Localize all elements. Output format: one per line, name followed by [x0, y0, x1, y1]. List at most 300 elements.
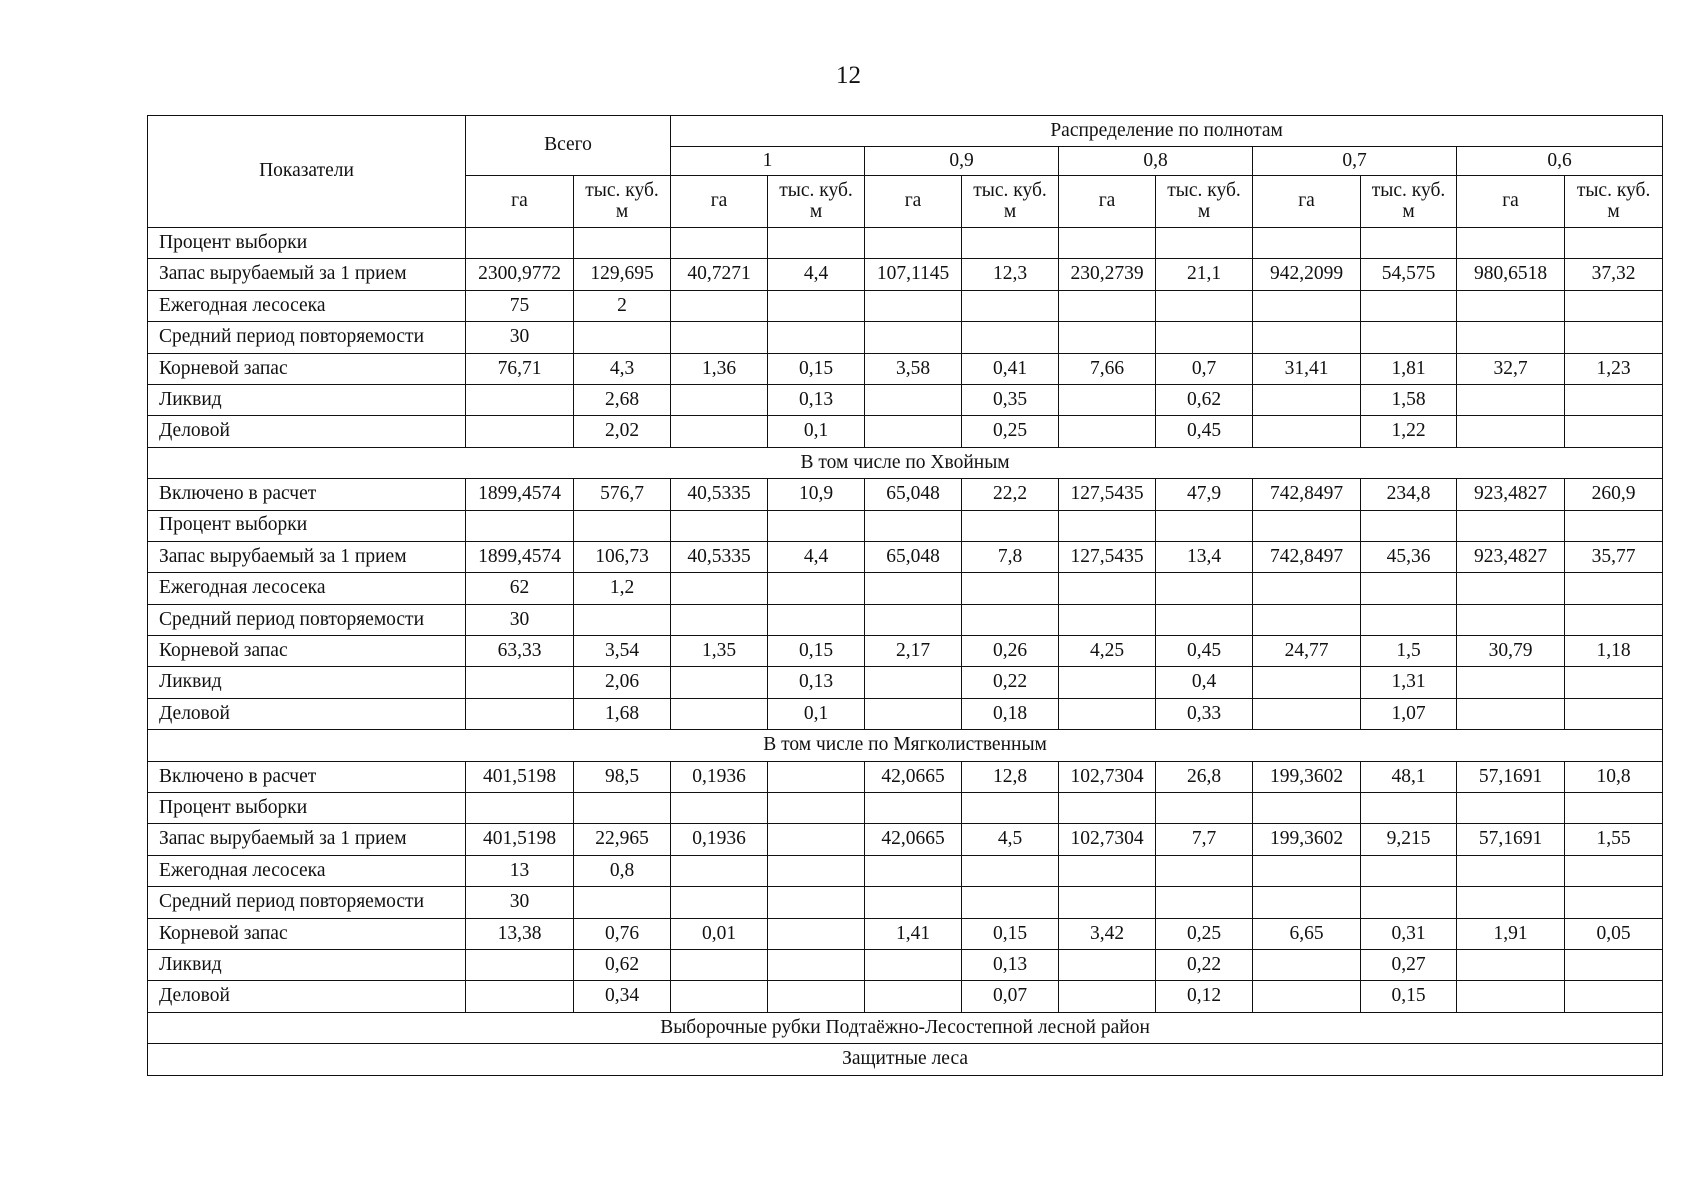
table-row — [148, 259, 1663, 290]
table-cell: 0,1 — [768, 416, 865, 447]
row-label: Запас вырубаемый за 1 прием — [148, 259, 466, 290]
table-cell: 260,9 — [1565, 479, 1663, 510]
header-indicator: Показатели — [148, 116, 466, 228]
table-cell — [574, 228, 671, 259]
table-cell: 0,45 — [1156, 636, 1253, 667]
table-cell — [962, 510, 1059, 541]
header-density: 0,9 — [865, 147, 1059, 176]
unit-volume: тыс. куб. м — [1156, 176, 1253, 228]
table-row — [148, 228, 1663, 259]
section-title: В том числе по Мягколиственным — [148, 730, 1663, 761]
table-cell: 401,5198 — [466, 761, 574, 792]
table-cell: 13,4 — [1156, 541, 1253, 572]
table-cell: 3,42 — [1059, 918, 1156, 949]
table-row — [148, 290, 1663, 321]
table-cell: 62 — [466, 573, 574, 604]
table-cell: 199,3602 — [1253, 824, 1361, 855]
table-cell — [962, 322, 1059, 353]
table-cell: 0,62 — [574, 949, 671, 980]
table-cell — [671, 416, 768, 447]
table-cell: 1,36 — [671, 353, 768, 384]
unit-ha: га — [671, 176, 768, 228]
row-label: Ежегодная лесосека — [148, 290, 466, 321]
table-cell: 2,06 — [574, 667, 671, 698]
table-cell: 2 — [574, 290, 671, 321]
table-cell: 13 — [466, 855, 574, 886]
table-cell — [466, 667, 574, 698]
table-cell: 76,71 — [466, 353, 574, 384]
table-cell — [671, 510, 768, 541]
unit-volume: тыс. куб. м — [1361, 176, 1457, 228]
table-cell: 0,13 — [962, 949, 1059, 980]
table-cell — [1253, 887, 1361, 918]
table-cell: 31,41 — [1253, 353, 1361, 384]
table-cell: 0,05 — [1565, 918, 1663, 949]
unit-volume: тыс. куб. м — [962, 176, 1059, 228]
table-cell: 106,73 — [574, 541, 671, 572]
table-cell — [1156, 793, 1253, 824]
table-cell — [671, 384, 768, 415]
table-cell: 1,41 — [865, 918, 962, 949]
table-cell: 0,4 — [1156, 667, 1253, 698]
table-cell — [574, 793, 671, 824]
row-label: Ликвид — [148, 667, 466, 698]
table-cell — [768, 855, 865, 886]
table-cell: 2,17 — [865, 636, 962, 667]
table-cell: 923,4827 — [1457, 541, 1565, 572]
table-cell — [962, 887, 1059, 918]
table-cell — [1457, 322, 1565, 353]
table-body — [148, 228, 1663, 1076]
table-cell: 3,54 — [574, 636, 671, 667]
table-cell — [1457, 667, 1565, 698]
table-cell — [1565, 384, 1663, 415]
table-cell — [962, 793, 1059, 824]
table-cell — [768, 604, 865, 635]
table-cell — [466, 228, 574, 259]
table-cell: 7,66 — [1059, 353, 1156, 384]
table-cell — [671, 793, 768, 824]
table-cell — [1565, 698, 1663, 729]
table-cell — [865, 416, 962, 447]
table-cell: 0,35 — [962, 384, 1059, 415]
table-cell — [1059, 228, 1156, 259]
table-cell — [671, 573, 768, 604]
table-cell: 30,79 — [1457, 636, 1565, 667]
table-cell: 4,25 — [1059, 636, 1156, 667]
table-cell — [1253, 384, 1361, 415]
table-cell: 742,8497 — [1253, 541, 1361, 572]
table-cell — [1059, 604, 1156, 635]
table-cell: 12,8 — [962, 761, 1059, 792]
table-cell: 0,76 — [574, 918, 671, 949]
row-label: Ликвид — [148, 949, 466, 980]
table-cell — [1156, 855, 1253, 886]
table-cell — [962, 573, 1059, 604]
table-cell — [768, 573, 865, 604]
table-cell: 6,65 — [1253, 918, 1361, 949]
table-cell — [1156, 510, 1253, 541]
table-cell: 102,7304 — [1059, 761, 1156, 792]
table-cell — [768, 761, 865, 792]
table-cell — [1457, 290, 1565, 321]
row-label: Процент выборки — [148, 228, 466, 259]
table-cell — [574, 604, 671, 635]
table-cell — [865, 228, 962, 259]
table-cell — [1565, 667, 1663, 698]
table-cell — [768, 228, 865, 259]
table-cell — [1156, 887, 1253, 918]
section-row — [148, 1044, 1663, 1075]
section-title: Защитные леса — [148, 1044, 1663, 1075]
table-cell: 129,695 — [574, 259, 671, 290]
table-cell: 54,575 — [1361, 259, 1457, 290]
table-cell — [768, 824, 865, 855]
header-density: 0,8 — [1059, 147, 1253, 176]
table-cell: 0,22 — [962, 667, 1059, 698]
header-total: Всего — [466, 116, 671, 176]
table-cell: 1,23 — [1565, 353, 1663, 384]
table-cell: 230,2739 — [1059, 259, 1156, 290]
table-cell: 0,1936 — [671, 761, 768, 792]
table-cell — [768, 981, 865, 1012]
unit-ha: га — [865, 176, 962, 228]
table-cell: 0,31 — [1361, 918, 1457, 949]
table-cell: 26,8 — [1156, 761, 1253, 792]
table-cell: 7,7 — [1156, 824, 1253, 855]
table-cell — [865, 510, 962, 541]
table-cell: 401,5198 — [466, 824, 574, 855]
table-cell: 0,18 — [962, 698, 1059, 729]
table-cell — [1361, 855, 1457, 886]
table-cell — [1253, 855, 1361, 886]
table-cell: 1,35 — [671, 636, 768, 667]
table-cell: 40,7271 — [671, 259, 768, 290]
table-cell: 980,6518 — [1457, 259, 1565, 290]
table-cell — [768, 949, 865, 980]
table-cell: 0,12 — [1156, 981, 1253, 1012]
table-cell — [865, 793, 962, 824]
table-cell — [671, 887, 768, 918]
table-cell — [466, 510, 574, 541]
table-cell: 0,1936 — [671, 824, 768, 855]
table-cell — [865, 573, 962, 604]
table-cell — [1457, 698, 1565, 729]
table-row — [148, 824, 1663, 855]
table-cell: 24,77 — [1253, 636, 1361, 667]
table-cell: 942,2099 — [1253, 259, 1361, 290]
table-row — [148, 761, 1663, 792]
table-cell: 22,2 — [962, 479, 1059, 510]
table-cell: 1,91 — [1457, 918, 1565, 949]
table-row — [148, 918, 1663, 949]
table-row — [148, 636, 1663, 667]
table-cell — [1059, 667, 1156, 698]
table-row — [148, 322, 1663, 353]
table-cell: 0,27 — [1361, 949, 1457, 980]
table-cell: 0,25 — [962, 416, 1059, 447]
table-cell — [671, 981, 768, 1012]
forest-indicators-table — [147, 115, 1663, 1076]
table-cell — [1059, 793, 1156, 824]
table-cell: 30 — [466, 322, 574, 353]
table-cell — [1565, 855, 1663, 886]
table-cell: 1,58 — [1361, 384, 1457, 415]
table-cell: 127,5435 — [1059, 479, 1156, 510]
table-cell — [1457, 228, 1565, 259]
table-cell: 9,215 — [1361, 824, 1457, 855]
table-cell: 37,32 — [1565, 259, 1663, 290]
table-cell: 13,38 — [466, 918, 574, 949]
unit-ha: га — [1253, 176, 1361, 228]
table-cell — [865, 667, 962, 698]
table-cell: 0,15 — [1361, 981, 1457, 1012]
table-row — [148, 887, 1663, 918]
table-cell: 7,8 — [962, 541, 1059, 572]
table-cell — [671, 698, 768, 729]
row-label: Корневой запас — [148, 636, 466, 667]
table-cell: 10,9 — [768, 479, 865, 510]
table-cell — [1361, 228, 1457, 259]
row-label: Средний период повторяемости — [148, 887, 466, 918]
table-cell: 1,31 — [1361, 667, 1457, 698]
table-cell — [768, 510, 865, 541]
table-row — [148, 416, 1663, 447]
table-row — [148, 353, 1663, 384]
table-cell — [671, 604, 768, 635]
table-cell — [865, 981, 962, 1012]
table-cell — [1361, 793, 1457, 824]
table-cell: 0,1 — [768, 698, 865, 729]
table-cell — [671, 949, 768, 980]
table-cell — [671, 322, 768, 353]
header-density: 0,7 — [1253, 147, 1457, 176]
table-cell: 30 — [466, 604, 574, 635]
table-row — [148, 604, 1663, 635]
table-cell — [1059, 510, 1156, 541]
table-cell: 1,55 — [1565, 824, 1663, 855]
table-cell — [1253, 981, 1361, 1012]
table-cell — [671, 855, 768, 886]
table-cell: 1899,4574 — [466, 541, 574, 572]
table-row — [148, 479, 1663, 510]
table-cell — [1565, 793, 1663, 824]
table-cell — [671, 667, 768, 698]
table-cell: 4,4 — [768, 259, 865, 290]
table-cell: 234,8 — [1361, 479, 1457, 510]
table-cell: 0,13 — [768, 667, 865, 698]
row-label: Включено в расчет — [148, 479, 466, 510]
table-cell — [1457, 573, 1565, 604]
table-cell — [962, 290, 1059, 321]
table-cell: 0,8 — [574, 855, 671, 886]
table-cell — [768, 887, 865, 918]
table-cell — [1059, 416, 1156, 447]
table-cell — [1156, 604, 1253, 635]
page-number: 12 — [836, 62, 861, 89]
table-cell: 1,5 — [1361, 636, 1457, 667]
table-cell — [1361, 573, 1457, 604]
table-cell: 1,07 — [1361, 698, 1457, 729]
table-cell — [1253, 949, 1361, 980]
table-cell — [1253, 604, 1361, 635]
table-cell: 0,34 — [574, 981, 671, 1012]
row-label: Корневой запас — [148, 918, 466, 949]
table-cell — [1253, 228, 1361, 259]
unit-volume: тыс. куб. м — [1565, 176, 1663, 228]
table-cell — [1253, 667, 1361, 698]
table-cell: 1,81 — [1361, 353, 1457, 384]
table-row — [148, 855, 1663, 886]
table-cell: 98,5 — [574, 761, 671, 792]
row-label: Ликвид — [148, 384, 466, 415]
row-label: Средний период повторяемости — [148, 322, 466, 353]
table-cell — [1253, 290, 1361, 321]
row-label: Деловой — [148, 416, 466, 447]
table-cell — [466, 384, 574, 415]
unit-ha: га — [1457, 176, 1565, 228]
table-cell — [1457, 510, 1565, 541]
table-cell: 47,9 — [1156, 479, 1253, 510]
header-distribution: Распределение по полнотам — [671, 116, 1663, 147]
table-cell — [865, 698, 962, 729]
table-cell: 57,1691 — [1457, 761, 1565, 792]
table-cell — [671, 290, 768, 321]
table-cell — [1059, 573, 1156, 604]
table-cell: 0,7 — [1156, 353, 1253, 384]
table-cell: 65,048 — [865, 479, 962, 510]
row-label: Запас вырубаемый за 1 прием — [148, 541, 466, 572]
table-row — [148, 573, 1663, 604]
table-cell — [1457, 855, 1565, 886]
table-cell — [574, 322, 671, 353]
table-cell: 3,58 — [865, 353, 962, 384]
table-cell: 42,0665 — [865, 824, 962, 855]
table-cell — [1059, 887, 1156, 918]
table-row — [148, 793, 1663, 824]
table-cell: 4,4 — [768, 541, 865, 572]
table-cell — [962, 855, 1059, 886]
table-cell — [1361, 887, 1457, 918]
table-cell — [962, 604, 1059, 635]
table-cell: 0,33 — [1156, 698, 1253, 729]
table-cell — [466, 698, 574, 729]
table-cell: 0,15 — [768, 636, 865, 667]
table-cell — [1565, 510, 1663, 541]
table-cell: 1,68 — [574, 698, 671, 729]
table-cell: 0,25 — [1156, 918, 1253, 949]
table-cell — [1253, 510, 1361, 541]
table-cell: 0,15 — [962, 918, 1059, 949]
table-cell: 2,02 — [574, 416, 671, 447]
table-cell: 12,3 — [962, 259, 1059, 290]
table-cell: 57,1691 — [1457, 824, 1565, 855]
table-cell — [1565, 887, 1663, 918]
table-cell: 42,0665 — [865, 761, 962, 792]
table-cell — [1059, 384, 1156, 415]
table-cell — [1565, 416, 1663, 447]
row-label: Процент выборки — [148, 510, 466, 541]
table-cell — [1059, 322, 1156, 353]
table-cell: 30 — [466, 887, 574, 918]
table-cell: 923,4827 — [1457, 479, 1565, 510]
table-cell — [466, 981, 574, 1012]
table-cell — [1457, 416, 1565, 447]
table-cell: 48,1 — [1361, 761, 1457, 792]
table-cell — [1457, 604, 1565, 635]
table-cell: 21,1 — [1156, 259, 1253, 290]
table-cell — [865, 290, 962, 321]
row-label: Деловой — [148, 981, 466, 1012]
table-cell — [1156, 322, 1253, 353]
table-cell: 742,8497 — [1253, 479, 1361, 510]
header-density: 1 — [671, 147, 865, 176]
table-cell: 63,33 — [466, 636, 574, 667]
table-cell — [1253, 416, 1361, 447]
table-cell — [1457, 384, 1565, 415]
row-label: Корневой запас — [148, 353, 466, 384]
section-title: Выборочные рубки Подтаёжно-Лесостепной лесной район — [148, 1012, 1663, 1043]
table-cell: 0,22 — [1156, 949, 1253, 980]
table-cell: 2300,9772 — [466, 259, 574, 290]
table-cell — [1361, 604, 1457, 635]
unit-volume: тыс. куб. м — [768, 176, 865, 228]
row-label: Ежегодная лесосека — [148, 855, 466, 886]
table-cell — [1457, 949, 1565, 980]
table-cell: 22,965 — [574, 824, 671, 855]
table-cell — [865, 384, 962, 415]
table-row — [148, 949, 1663, 980]
table-cell — [865, 322, 962, 353]
table-row — [148, 981, 1663, 1012]
table-cell — [865, 604, 962, 635]
header-density: 0,6 — [1457, 147, 1663, 176]
table-row — [148, 541, 1663, 572]
table-cell — [768, 322, 865, 353]
table-cell: 1899,4574 — [466, 479, 574, 510]
table-row — [148, 510, 1663, 541]
table-cell: 4,5 — [962, 824, 1059, 855]
unit-ha: га — [466, 176, 574, 228]
table-cell — [1565, 322, 1663, 353]
table-cell — [466, 949, 574, 980]
table-cell: 576,7 — [574, 479, 671, 510]
table-cell — [1156, 290, 1253, 321]
unit-volume: тыс. куб. м — [574, 176, 671, 228]
table-cell — [1156, 573, 1253, 604]
table-cell: 1,18 — [1565, 636, 1663, 667]
table-cell: 40,5335 — [671, 479, 768, 510]
table-cell: 2,68 — [574, 384, 671, 415]
table-cell: 75 — [466, 290, 574, 321]
table-cell: 35,77 — [1565, 541, 1663, 572]
table-cell: 40,5335 — [671, 541, 768, 572]
table-cell: 0,45 — [1156, 416, 1253, 447]
table-cell: 0,07 — [962, 981, 1059, 1012]
table-cell — [1059, 855, 1156, 886]
section-row — [148, 447, 1663, 478]
section-row — [148, 730, 1663, 761]
table-cell — [466, 793, 574, 824]
table-cell: 1,2 — [574, 573, 671, 604]
table-cell: 102,7304 — [1059, 824, 1156, 855]
table-cell: 0,62 — [1156, 384, 1253, 415]
table-cell: 127,5435 — [1059, 541, 1156, 572]
section-row — [148, 1012, 1663, 1043]
table-cell — [574, 510, 671, 541]
table-cell — [1156, 228, 1253, 259]
unit-ha: га — [1059, 176, 1156, 228]
